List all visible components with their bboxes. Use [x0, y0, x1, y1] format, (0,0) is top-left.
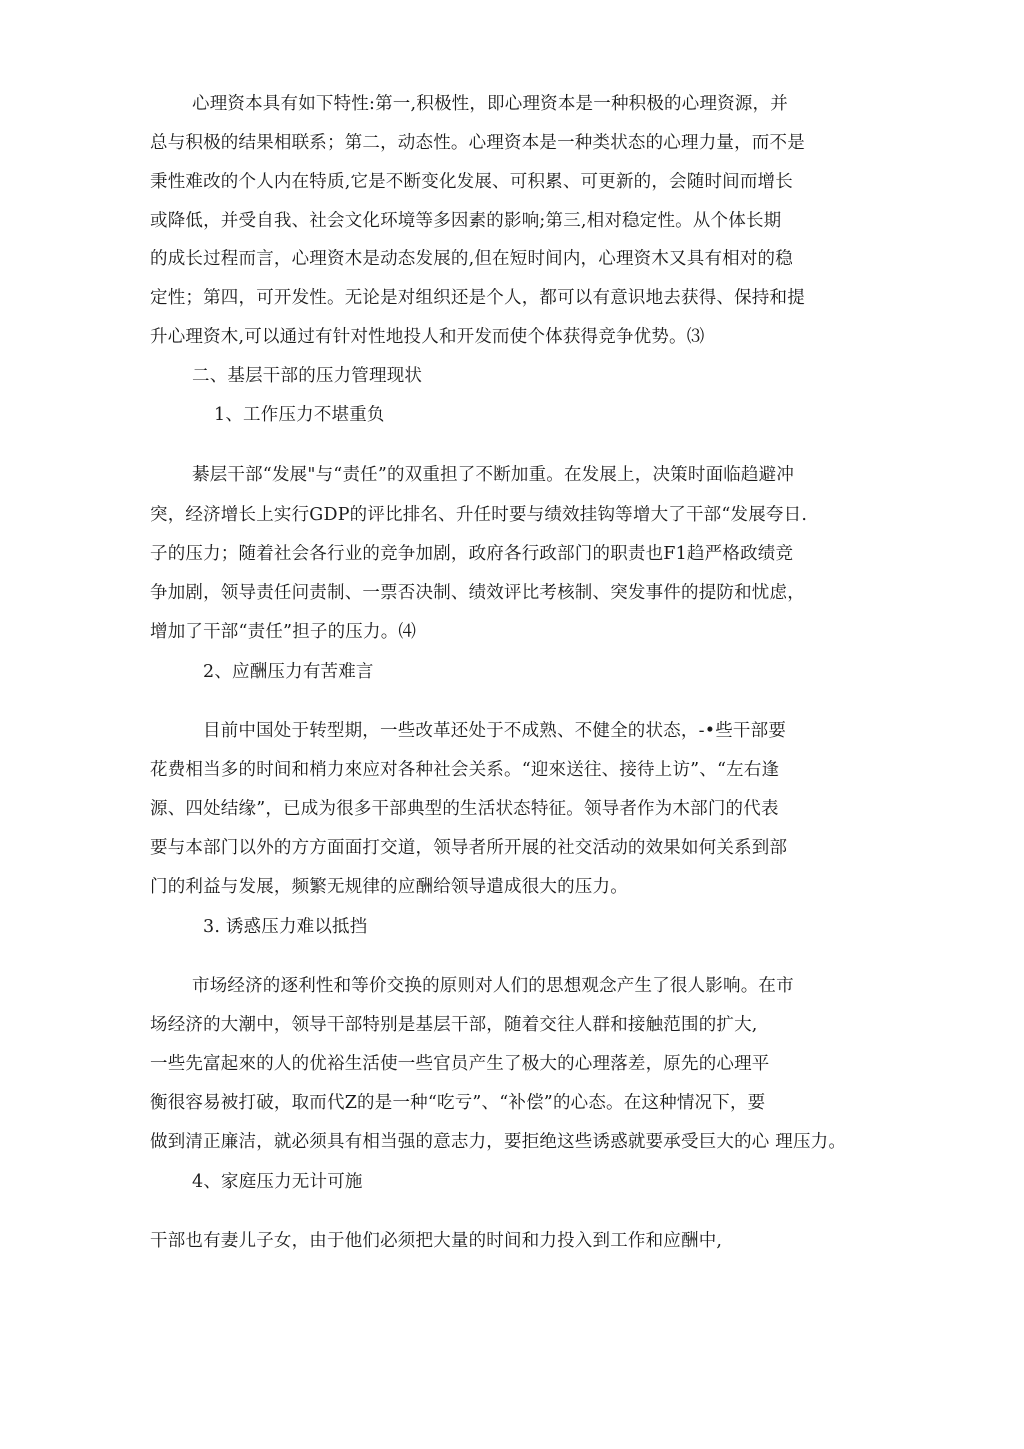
text-line: 或降低，并受自我、社会文化环境等多因素的影响;第三,相对稳定性。从个体长期 [150, 211, 782, 231]
subsection-heading: 2、应酬压力有苦难言 [203, 662, 374, 682]
text-line: 增加了干部“责任”担子的压力。⑷ [150, 622, 417, 642]
text-line: 的成长过程而言，心理资木是动态发展的,但在短时间内，心理资木又具有相对的稳 [150, 249, 793, 269]
text-line: 子的压力；随着社会各行业的竞争加剧，政府各行政部门的职责也F1趋严格政绩竞 [150, 544, 794, 564]
text-line: 门的利益与发展，频繁无规律的应酬给领导遣成很大的压力。 [150, 877, 628, 897]
text-line: 衡很容易被打破，取而代Z的是一种“吃亏”、“补偿”的心态。在这种情况下，要 [150, 1093, 766, 1113]
subsection-heading: 3. 诱惑压力难以抵挡 [203, 917, 368, 937]
text-line: 花费相当多的时间和梢力來应对各种社会关系。“迎來送往、接待上访”、“左右逢 [150, 760, 780, 780]
text-line: 心理资本具有如下特性:第一,积极性，即心理资本是一种积极的心理资源，并 [192, 94, 788, 114]
section-heading: 二、基层干部的压力管理现状 [192, 366, 423, 386]
text-line: 源、四处结缘”，已成为很多干部典型的生活状态特征。领导者作为木部门的代表 [150, 799, 779, 819]
text-line: 目前中国处于转型期，一些改革还处于不成熟、不健全的状态，-•些干部要 [203, 721, 787, 741]
text-line: 升心理资木,可以通过有针对性地投人和开发而使个体获得竞争优势。⑶ [150, 327, 705, 347]
subsection-heading: 4、家庭压力无计可施 [192, 1172, 363, 1192]
text-line: 做到清正廉洁，就必须具有相当强的意志力，要拒绝这些诱惑就要承受巨大的心 理压力。 [150, 1132, 847, 1152]
subsection-heading: 1、工作压力不堪重负 [214, 405, 385, 425]
text-line: 突，经济增长上实行GDP的评比排名、升任时要与绩效挂钩等增大了干部“发展夸日. [150, 505, 808, 525]
text-line: 争加剧，领导责任问责制、一票否决制、绩效评比考核制、突发事件的提防和忧虑， [150, 583, 805, 603]
text-line: 秉性难改的个人内在特质,它是不断变化发展、可积累、可更新的，会随时间而增长 [150, 172, 793, 192]
text-line: 场经济的大潮中，领导干部特别是基层干部，随着交往人群和接触范围的扩大, [150, 1015, 758, 1035]
text-line: 綦层干部“发展"与“责任”的双重担了不断加重。在发展上，决策时面临趋避冲 [192, 465, 795, 485]
text-line: 总与积极的结果相联系；第二，动态性。心理资本是一种类状态的心理力量，而不是 [150, 133, 805, 153]
text-line: 定性；第四，可开发性。无论是对组织还是个人，都可以有意识地去获得、保持和提 [150, 288, 805, 308]
text-line: 干部也有妻儿子女，由于他们必须把大量的时间和力投入到工作和应酬中, [150, 1231, 723, 1251]
text-line: 要与本部门以外的方方面面打交道，领导者所开展的社交活动的效果如何关系到部 [150, 838, 788, 858]
text-line: 一些先富起來的人的优裕生活使一些官员产生了极大的心理落差，原先的心理平 [150, 1054, 770, 1074]
text-line: 市场经济的逐利性和等价交换的原则对人们的思想观念产生了很人影响。在市 [192, 976, 794, 996]
